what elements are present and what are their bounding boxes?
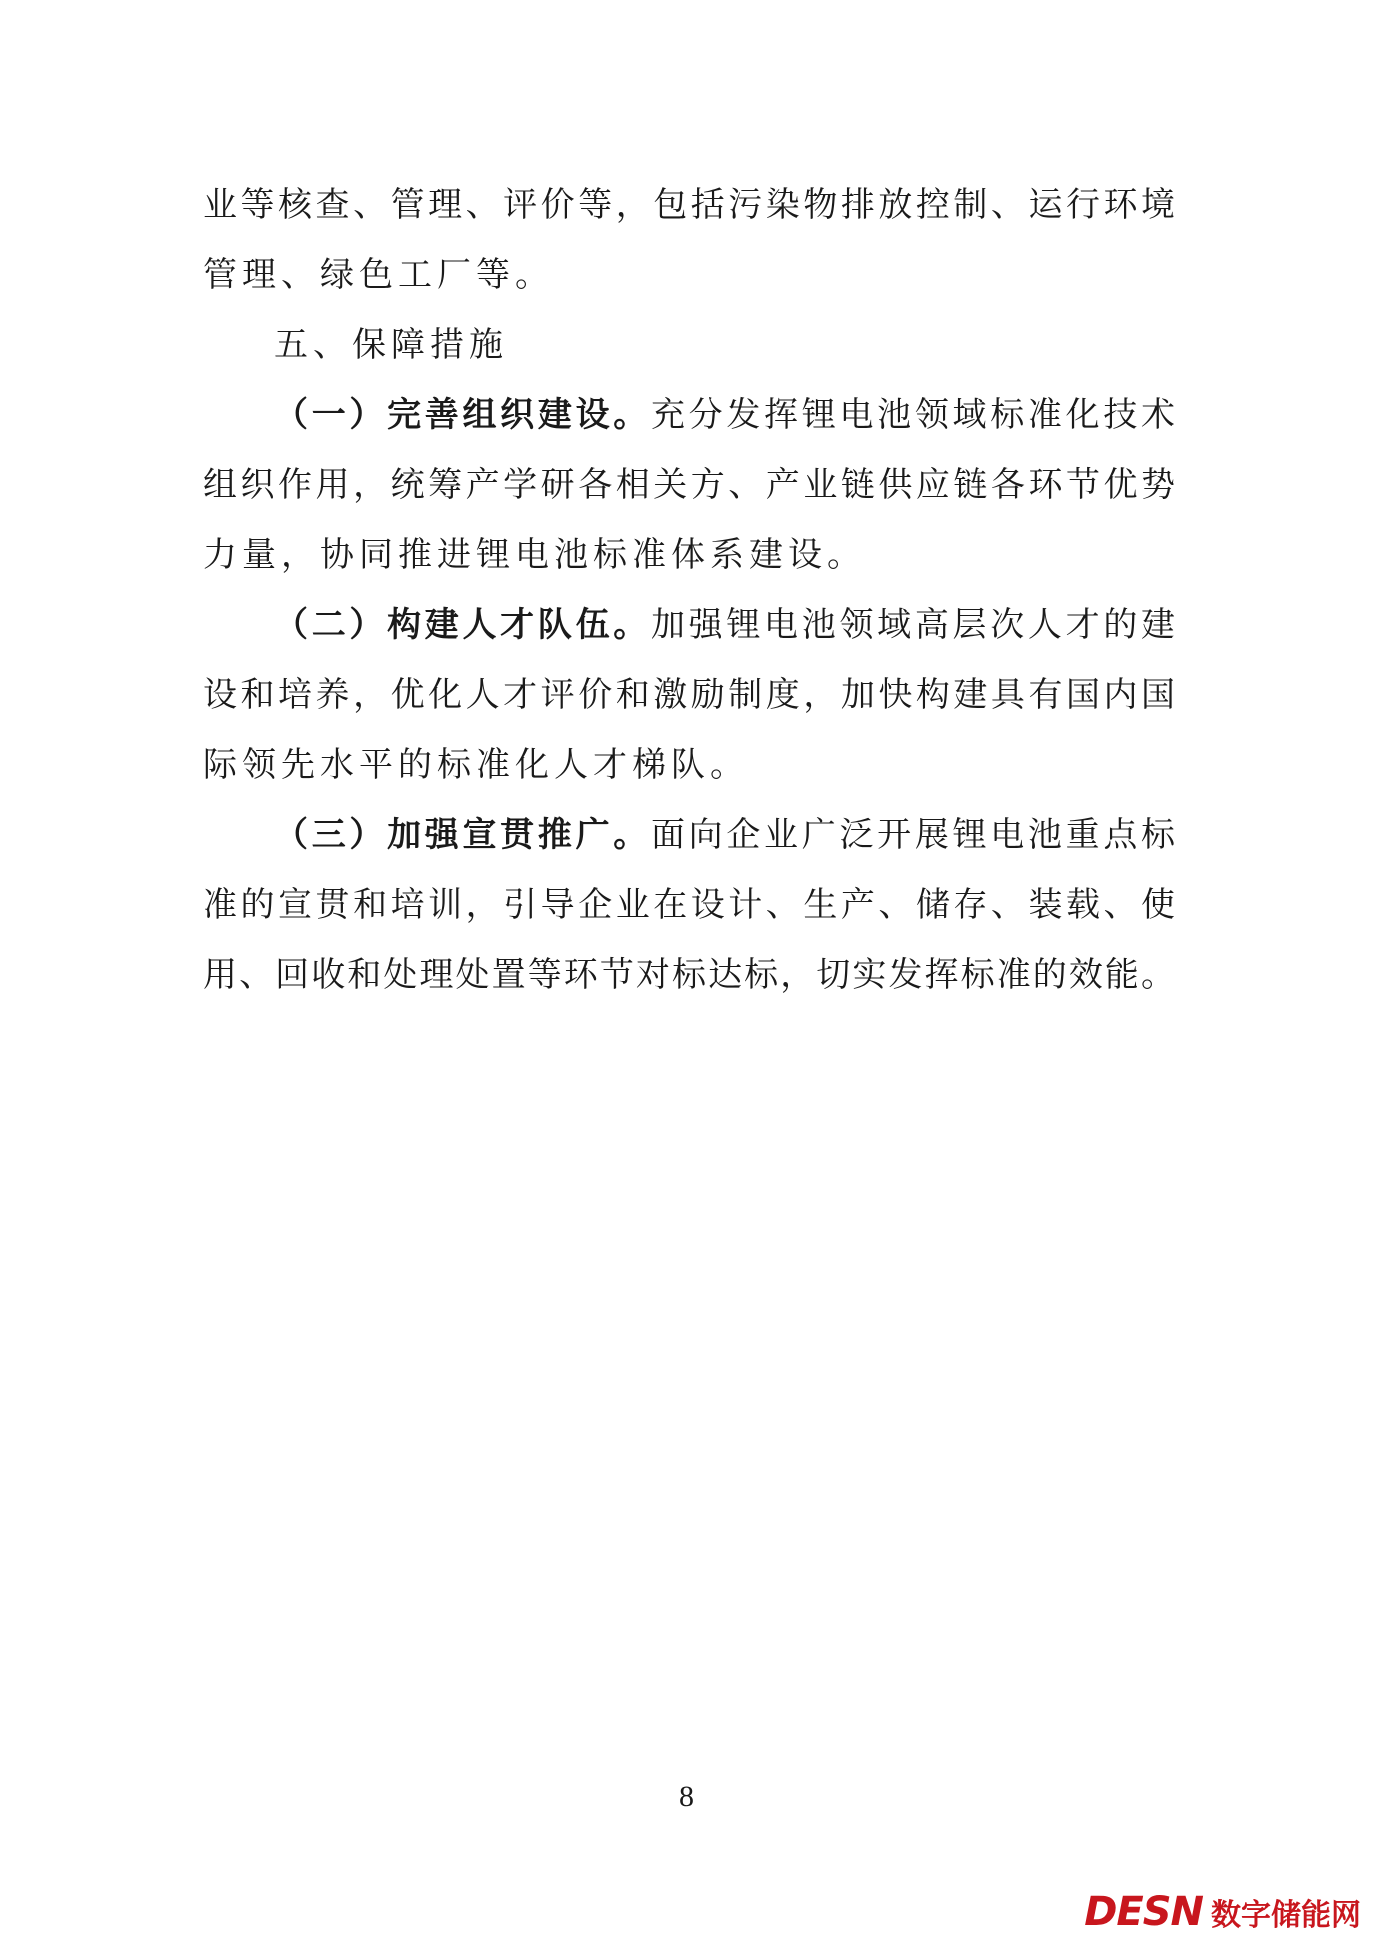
paragraph-line: 际领先水平的标准化人才梯队。 (203, 745, 749, 785)
section-heading: 五、保障措施 (274, 325, 508, 365)
paragraph-line: 业等核查、管理、评价等，包括污染物排放控制、运行环境 (203, 185, 1175, 225)
item-text: 面向企业广泛开展锂电池重点标 (650, 815, 1176, 855)
paragraph-line: 组织作用，统筹产学研各相关方、产业链供应链各环节优势 (203, 465, 1175, 505)
paragraph-line: 用、回收和处理处置等环节对标达标，切实发挥标准的效能。 (203, 955, 1175, 995)
item-first-line (203, 380, 1175, 450)
watermark-name: 数字储能网 (1211, 1898, 1361, 1933)
item-text: 加强锂电池领域高层次人才的建 (650, 605, 1176, 645)
watermark (1084, 1889, 1361, 1935)
item-lead: （三）加强宣贯推广。 (274, 815, 651, 855)
item-text: 充分发挥锂电池领域标准化技术 (650, 395, 1176, 435)
item-first-line (203, 590, 1175, 660)
paragraph-line: 管理、绿色工厂等。 (203, 255, 554, 295)
item-lead: （二）构建人才队伍。 (274, 605, 651, 645)
page-number: 8 (679, 1780, 694, 1813)
document-page-body (203, 170, 1175, 1010)
item-first-line (203, 800, 1175, 870)
paragraph-line: 力量，协同推进锂电池标准体系建设。 (203, 535, 866, 575)
watermark-logo: DESN (1084, 1889, 1203, 1935)
paragraph-line: 设和培养，优化人才评价和激励制度，加快构建具有国内国 (203, 675, 1175, 715)
paragraph-line: 准的宣贯和培训，引导企业在设计、生产、储存、装载、使 (203, 885, 1175, 925)
item-lead: （一）完善组织建设。 (274, 395, 651, 435)
